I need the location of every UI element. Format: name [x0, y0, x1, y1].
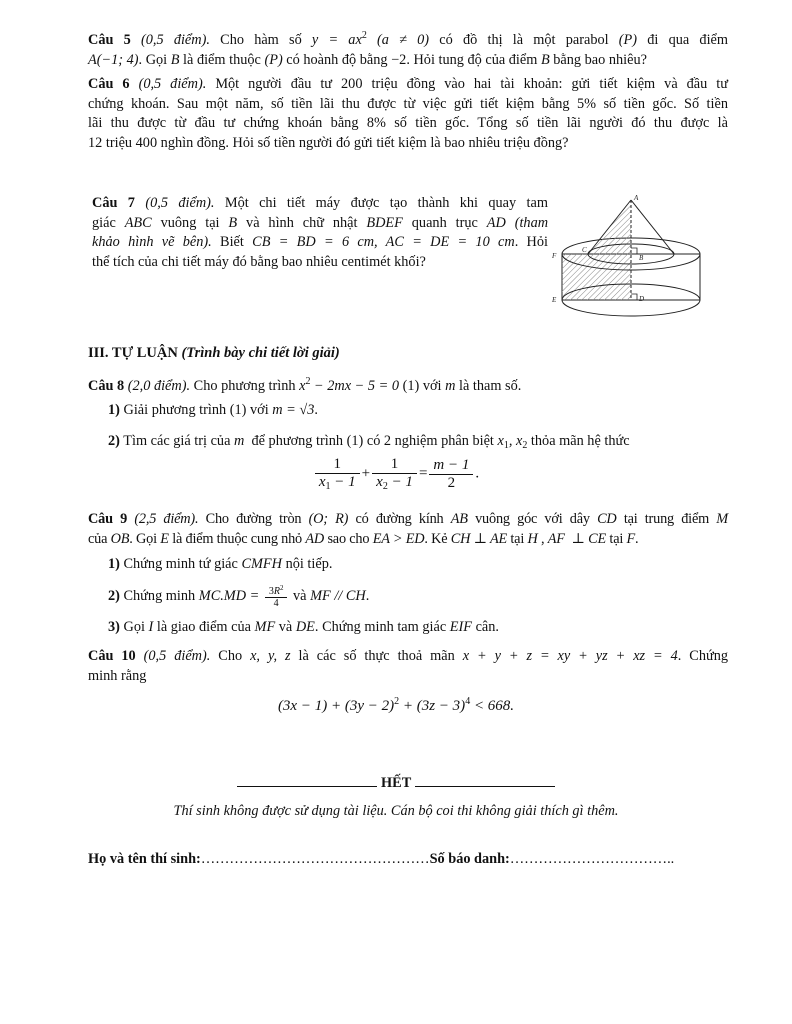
question-5-text: bằng bao nhiêu?	[553, 51, 647, 68]
question-5-text: có hoành độ bằng −2. Hỏi tung độ của điểm	[286, 51, 538, 68]
question-10-text: Cho	[218, 648, 243, 664]
question-9-item-1	[108, 556, 332, 573]
question-7-line-3	[92, 233, 548, 253]
formula-equation: $x^2 - 2mx - 5 = 0$	[299, 376, 403, 394]
question-7-points: (0,5 điểm).	[145, 195, 215, 211]
question-9-line-2: của OB. Gọi E là điểm thuộc cung nhỏ AD sao cho EA > ED. Kẻ CH ⊥ AE tại H , AF ⊥ CE tại F.	[88, 530, 639, 547]
question-5-line-2	[88, 51, 728, 71]
question-6-points: (0,5 điểm).	[138, 76, 207, 92]
end-line-right	[415, 774, 555, 787]
formula-B: B	[228, 214, 238, 231]
formula-EIF: EIF	[449, 619, 472, 635]
question-9-text: Cho đường tròn	[205, 511, 302, 527]
question-9-text: tại trung điểm	[623, 511, 710, 527]
formula-E: E	[160, 530, 169, 547]
question-5-text: là điểm thuộc	[183, 51, 261, 68]
formula-BDEF: BDEF	[366, 214, 403, 231]
question-9-item-3	[108, 619, 499, 636]
formula-B: B	[540, 51, 550, 68]
formula-ABC: ABC	[124, 214, 152, 231]
candidate-info	[88, 851, 674, 868]
formula-M: M	[716, 511, 729, 527]
item-text: nội tiếp.	[285, 556, 333, 572]
question-10-points: (0,5 điểm).	[143, 648, 211, 664]
footer-note	[0, 803, 792, 820]
question-10-inequality	[0, 696, 792, 715]
question-8-text: với	[422, 378, 442, 394]
formula-OB: OB	[110, 530, 130, 547]
question-9-text: của	[88, 530, 108, 547]
question-9-points: (2,5 điểm).	[134, 511, 199, 527]
question-5-text: đi qua điểm	[647, 32, 729, 48]
question-8-label: Câu 8	[88, 378, 125, 394]
question-9-text: vuông góc với dây	[475, 511, 590, 527]
formula-xyz: x, y, z	[250, 648, 291, 664]
formula-parallel: MF // CH	[310, 587, 366, 604]
formula-AD: AD	[305, 530, 325, 547]
item-text: là giao điểm của	[156, 619, 251, 635]
question-9-text: tại	[510, 530, 525, 547]
sbd-field[interactable]: ……………………………..	[509, 851, 675, 867]
section-note: (Trình bày chi tiết lời giải)	[181, 345, 340, 361]
question-10-text: . Chứng	[677, 648, 729, 664]
item-label: 1)	[108, 556, 120, 572]
question-8-text: là tham số.	[458, 378, 522, 394]
item-text: thỏa mãn hệ thức	[530, 433, 630, 449]
question-7-text: Biết	[220, 234, 244, 250]
formula-H: H	[527, 530, 538, 547]
question-5-points: (0,5 điểm).	[140, 32, 210, 48]
question-9-line-1	[88, 510, 728, 530]
question-7-label: Câu 7	[92, 195, 135, 211]
formula-product: MC.MD =	[198, 587, 260, 604]
figure-label-A: A	[634, 194, 639, 202]
section-title: III. TỰ LUẬN	[88, 345, 178, 361]
question-7-text: quanh trục	[411, 214, 478, 231]
formula-AB: AB	[450, 511, 468, 527]
question-8-line-1	[88, 372, 728, 397]
question-9-text: là điểm thuộc cung nhỏ	[172, 530, 303, 547]
question-9-label: Câu 9	[88, 511, 128, 527]
formula-condition: x + y + z = xy + yz + xz = 4	[462, 648, 678, 664]
formula-CD: CD	[597, 511, 617, 527]
item-text: Giải phương trình (1) với	[123, 402, 269, 418]
item-text: Chứng minh tứ giác	[123, 556, 238, 572]
question-8-item-2	[108, 433, 630, 451]
question-10-text: là các số thực thoả mãn	[298, 648, 455, 664]
question-5-text: . Gọi	[138, 51, 168, 68]
figure-label-C: C	[582, 246, 587, 254]
question-5	[88, 26, 728, 70]
question-8-text: Cho phương trình	[193, 378, 296, 394]
formula-equation-number: (1)	[402, 378, 420, 394]
question-5-line-1	[88, 26, 728, 51]
name-field[interactable]: …………………………………………	[200, 851, 430, 867]
formula-AF-CE: AF ⊥ CE	[547, 530, 607, 547]
item-text: Gọi	[123, 619, 145, 635]
question-6-text: Một người đầu tư 200 triệu đồng vào hai tài khoản: gửi tiết kiệm và đầu tư	[215, 76, 728, 92]
section-heading	[88, 345, 340, 362]
sbd-label: Số báo danh:	[429, 851, 510, 867]
question-7	[92, 194, 548, 272]
question-8-points: (2,0 điểm).	[127, 378, 191, 394]
item-label: 3)	[108, 619, 120, 635]
fraction-3R2-4: $\frac{3R^2}{4}$	[265, 584, 288, 609]
formula-I: I	[148, 619, 154, 635]
fraction-3: $\frac{m - 1}{2}$	[429, 457, 473, 492]
footer-note-text: Thí sinh không được sử dụng tài liệu. Cán bộ coi thi không giải thích gì thêm.	[173, 803, 619, 819]
figure-label-B: B	[639, 254, 644, 262]
item-text: để phương trình (1) có 2 nghiệm phân biệt	[251, 433, 494, 449]
item-text: Chứng minh	[123, 587, 196, 604]
machine-part-figure	[548, 192, 718, 332]
question-5-text: Cho hàm số	[220, 32, 302, 48]
name-label: Họ và tên thí sinh:	[88, 851, 201, 867]
formula-MF: MF	[254, 619, 276, 635]
end-marker	[0, 774, 792, 792]
question-10-line-2: minh rằng	[88, 667, 147, 684]
item-text: và	[293, 587, 307, 604]
item-label: 1)	[108, 402, 120, 418]
question-7-text: giác	[92, 214, 116, 231]
question-10-line-1	[88, 647, 728, 667]
formula-lengths: CB = BD = 6 cm, AC = DE = 10 cm	[252, 234, 515, 250]
question-10	[88, 647, 728, 686]
fraction-2: $\frac{1}{x_2 - 1}$	[372, 456, 417, 492]
formula-AD: AD	[486, 214, 506, 231]
item-text: Tìm các giá trị của	[123, 433, 231, 449]
formula-inequality: $(3x - 1) + (3y - 2)^2 + (3z - 3)^4 < 668$.	[277, 696, 515, 714]
question-9-text: . Kẻ	[424, 530, 448, 547]
formula-P: (P)	[618, 32, 638, 48]
question-7-text: vuông tại	[160, 214, 220, 231]
formula-parabol: $y = ax^2$ (a ≠ 0)	[311, 30, 430, 48]
question-8-item-1: 1) Giải phương trình (1) với m = √3.	[108, 402, 318, 418]
question-7-line-2	[92, 214, 548, 234]
question-8	[88, 372, 728, 397]
formula-P: (P)	[264, 51, 283, 68]
question-9-text: có đường kính	[355, 511, 444, 527]
question-9-text: . Gọi	[129, 530, 157, 547]
question-6-line-4: 12 triệu 400 nghìn đồng. Hỏi số tiền người đó gửi tiết kiệm là bao nhiêu triệu đồng?	[88, 134, 569, 151]
formula-circle: (O; R)	[308, 511, 349, 527]
question-9-text: sao cho	[327, 530, 370, 547]
end-text: HẾT	[381, 775, 411, 791]
question-7-text: và hình chữ nhật	[246, 214, 358, 231]
question-7-text: khảo hình vẽ bên).	[92, 234, 212, 250]
item-text: và	[278, 619, 293, 635]
question-10-label: Câu 10	[88, 648, 136, 664]
formula-CH-AE: CH ⊥ AE	[450, 530, 508, 547]
figure-label-D: D	[639, 295, 645, 303]
question-9	[88, 510, 728, 549]
question-7-line-1	[92, 194, 548, 214]
item-text: . Chứng minh tam giác	[314, 619, 447, 635]
formula-m: m	[445, 378, 456, 394]
question-7-text: Một chi tiết máy được tạo thành khi quay tam	[224, 195, 548, 211]
question-6-label: Câu 6	[88, 76, 130, 92]
end-line-left	[237, 774, 377, 787]
formula-CMFH: CMFH	[241, 556, 282, 572]
question-6-line-1	[88, 75, 728, 95]
item-label: 2)	[108, 587, 120, 604]
question-6	[88, 75, 728, 153]
question-7-text: . Hỏi	[514, 234, 548, 250]
question-9-text: tại	[609, 530, 624, 547]
question-8-condition: $\frac{1}{x_1 - 1}$ + $\frac{1}{x_2 - 1}$ = $\frac{m - 1}{2}$ .	[0, 456, 792, 492]
question-9-item-2: 2) Chứng minh MC.MD = $\frac{3R^2}{4}$ và MF // CH.	[108, 584, 370, 609]
question-7-text: (tham	[514, 214, 549, 231]
formula-EA-ED: EA > ED	[372, 530, 425, 547]
figure-label-E: E	[552, 296, 557, 304]
question-6-line-3: lãi thu được từ đầu tư chứng khoán bằng 8% số tiền gốc. Tổng số tiền lãi người đó thu được là	[88, 115, 728, 131]
item-label: 2)	[108, 433, 120, 449]
formula-m-value: m = √3	[272, 402, 315, 418]
formula-point-A: A(−1; 4)	[88, 51, 139, 68]
item-text: cân.	[475, 619, 499, 635]
question-7-line-4: thể tích của chi tiết máy đó bằng bao nhiêu centimét khối?	[92, 253, 426, 270]
formula-F: F	[626, 530, 636, 547]
question-5-text: có đồ thị là một parabol	[439, 32, 609, 48]
question-5-label: Câu 5	[88, 32, 131, 48]
formula-m: m	[234, 433, 245, 449]
formula-DE: DE	[295, 619, 315, 635]
fraction-1: $\frac{1}{x_1 - 1}$	[315, 456, 360, 492]
question-6-line-2: chứng khoán. Sau một năm, số tiền lãi thu được từ việc gửi tiết kiệm bằng 5% số tiền gốc. Số tiền	[88, 95, 728, 112]
formula-B: B	[170, 51, 180, 68]
formula-roots: $x_1$, $x_2$	[497, 433, 528, 451]
figure-label-F: F	[552, 252, 557, 260]
